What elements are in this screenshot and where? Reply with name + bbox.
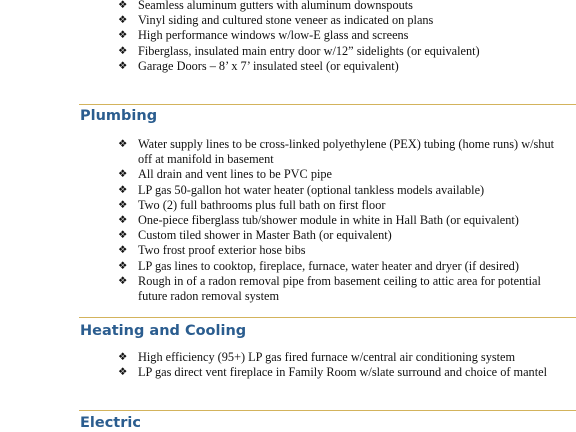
diamond-bullet-icon: ❖ bbox=[118, 59, 128, 72]
diamond-bullet-icon: ❖ bbox=[118, 214, 128, 227]
diamond-bullet-icon: ❖ bbox=[118, 244, 128, 257]
list-item bbox=[118, 0, 568, 13]
diamond-bullet-icon: ❖ bbox=[118, 274, 128, 287]
diamond-bullet-icon: ❖ bbox=[118, 168, 128, 181]
diamond-bullet-icon: ❖ bbox=[118, 0, 128, 11]
heating-feature-list bbox=[118, 350, 568, 380]
diamond-bullet-icon: ❖ bbox=[118, 351, 128, 363]
list-item bbox=[118, 198, 568, 213]
diamond-bullet-icon: ❖ bbox=[118, 366, 128, 379]
list-item-text: Garage Doors – 8’ x 7’ insulated steel (or equivalent) bbox=[138, 58, 399, 73]
diamond-bullet-icon: ❖ bbox=[118, 198, 128, 211]
list-item-text: Vinyl siding and cultured stone veneer as indicated on plans bbox=[138, 13, 434, 28]
list-item-text: Rough in of a radon removal pipe from basement ceiling to attic area for potential future radon removal system bbox=[138, 273, 541, 304]
list-item-text: High efficiency (95+) LP gas fired furnace w/central air conditioning system bbox=[138, 350, 516, 364]
section-divider bbox=[79, 104, 576, 105]
section-divider bbox=[79, 410, 576, 411]
list-item bbox=[118, 365, 568, 380]
exterior-feature-list bbox=[118, 0, 568, 74]
diamond-bullet-icon: ❖ bbox=[118, 259, 128, 272]
section-divider bbox=[79, 317, 576, 318]
list-item-text: Water supply lines to be cross-linked polyethylene (PEX) tubing (home runs) w/shut off at manifold in basement bbox=[138, 137, 555, 167]
section-title-heating-and-cooling: Heating and Cooling bbox=[80, 323, 247, 339]
list-item bbox=[118, 228, 568, 243]
list-item-text: Custom tiled shower in Master Bath (or equivalent) bbox=[138, 228, 392, 243]
list-item bbox=[118, 183, 568, 198]
list-item-text: LP gas direct vent fireplace in Family Room w/slate surround and choice of mantel bbox=[138, 365, 547, 380]
list-item-text: Two (2) full bathrooms plus full bath on first floor bbox=[138, 197, 386, 212]
list-item bbox=[118, 167, 568, 182]
list-item bbox=[118, 28, 568, 43]
list-item bbox=[118, 243, 568, 258]
list-item bbox=[118, 44, 568, 59]
list-item bbox=[118, 213, 568, 228]
section-title-electric: Electric bbox=[80, 415, 141, 431]
list-item bbox=[118, 274, 568, 304]
list-item bbox=[118, 137, 568, 167]
list-item bbox=[118, 59, 568, 74]
list-item bbox=[118, 259, 568, 274]
section-title-plumbing: Plumbing bbox=[80, 108, 158, 124]
list-item bbox=[118, 350, 568, 365]
list-item-text: All drain and vent lines to be PVC pipe bbox=[138, 167, 332, 182]
diamond-bullet-icon: ❖ bbox=[118, 14, 128, 27]
list-item-text: High performance windows w/low-E glass and screens bbox=[138, 28, 409, 43]
diamond-bullet-icon: ❖ bbox=[118, 229, 128, 242]
plumbing-feature-list bbox=[118, 137, 568, 304]
list-item-text: One-piece fiberglass tub/shower module in white in Hall Bath (or equivalent) bbox=[138, 213, 519, 228]
diamond-bullet-icon: ❖ bbox=[118, 44, 128, 57]
diamond-bullet-icon: ❖ bbox=[118, 29, 128, 42]
diamond-bullet-icon: ❖ bbox=[118, 183, 128, 196]
list-item-text: LP gas 50-gallon hot water heater (optional tankless models available) bbox=[138, 182, 485, 197]
list-item-text: Seamless aluminum gutters with aluminum downspouts bbox=[138, 0, 413, 12]
list-item-text: Two frost proof exterior hose bibs bbox=[138, 243, 306, 258]
list-item bbox=[118, 13, 568, 28]
list-item-text: Fiberglass, insulated main entry door w/12” sidelights (or equivalent) bbox=[138, 43, 480, 58]
list-item-text: LP gas lines to cooktop, fireplace, furnace, water heater and dryer (if desired) bbox=[138, 258, 519, 273]
diamond-bullet-icon: ❖ bbox=[118, 138, 128, 150]
